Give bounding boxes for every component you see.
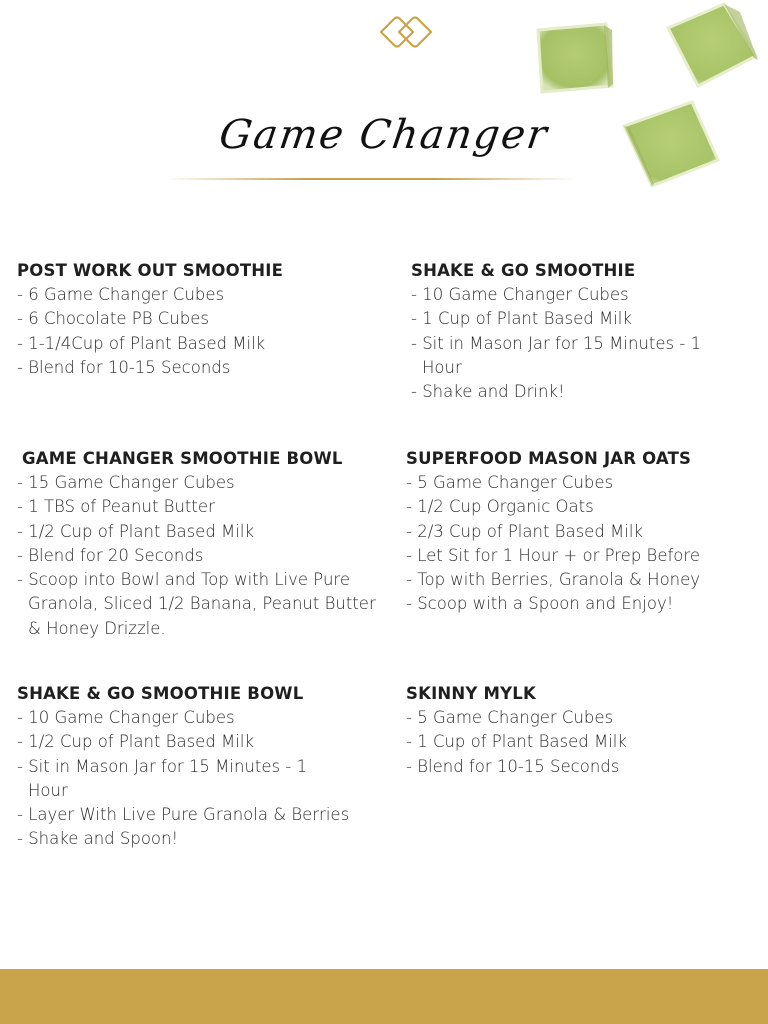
footer-bar: [0, 969, 768, 1024]
recipe-item: - 1-1/4Cup of Plant Based Milk: [17, 333, 266, 353]
recipe-heading: POST WORK OUT SMOOTHIE: [17, 261, 284, 280]
recipe-item: - 5 Game Changer Cubes: [406, 708, 614, 727]
recipe-item: - Top with Berries, Granola & Honey: [406, 570, 701, 590]
recipe-item: - Shake and Drink!: [411, 382, 565, 402]
recipe-item: - Sit in Mason Jar for 15 Minutes - 1 Hour: [411, 333, 702, 377]
page-title: Game Changer: [216, 112, 552, 158]
recipe-card: [17, 258, 387, 380]
recipe-item: - 5 Game Changer Cubes: [406, 473, 614, 492]
recipe-card: [406, 681, 746, 779]
recipe-card: [411, 258, 736, 404]
recipe-heading: SHAKE & GO SMOOTHIE: [411, 261, 636, 280]
recipe-item: - 1 Cup of Plant Based Milk: [406, 732, 627, 752]
recipe-item: - 6 Game Changer Cubes: [17, 285, 225, 304]
recipe-item: - 6 Chocolate PB Cubes: [17, 309, 209, 329]
recipe-item: - Sit in Mason Jar for 15 Minutes - 1 Hour: [17, 756, 308, 800]
recipe-item: - 1/2 Cup of Plant Based Milk: [17, 521, 255, 541]
recipe-item: - 10 Game Changer Cubes: [17, 708, 235, 727]
recipe-heading: SUPERFOOD MASON JAR OATS: [406, 449, 692, 468]
recipe-item: - Shake and Spoon!: [17, 829, 179, 849]
recipe-heading: SHAKE & GO SMOOTHIE BOWL: [17, 684, 304, 703]
recipe-item: - Scoop into Bowl and Top with Live Pure Granola, Sliced 1/2 Banana, Peanut Butter & Honey Drizzle.: [17, 570, 376, 638]
recipe-card: [17, 681, 372, 852]
recipe-item: - 1 TBS of Peanut Butter: [17, 497, 215, 517]
recipe-item: - Scoop with a Spoon and Enjoy!: [406, 594, 674, 614]
recipe-item: - 2/3 Cup of Plant Based Milk: [406, 521, 644, 541]
recipe-item: - Let Sit for 1 Hour + or Prep Before: [406, 545, 700, 565]
title-divider: [165, 178, 575, 180]
brand-logo-icon: [378, 14, 434, 54]
recipe-item: - 1/2 Cup Organic Oats: [406, 497, 594, 517]
recipe-item: - Blend for 10-15 Seconds: [17, 357, 231, 377]
recipe-item: - Blend for 20 Seconds: [17, 545, 204, 565]
green-cube-image: [664, 2, 760, 88]
recipe-card: [406, 446, 751, 617]
recipe-heading: SKINNY MYLK: [406, 684, 536, 703]
recipe-item: - 1 Cup of Plant Based Milk: [411, 309, 632, 329]
recipe-item: - Blend for 10-15 Seconds: [406, 756, 620, 776]
recipe-item: - 10 Game Changer Cubes: [411, 285, 629, 304]
recipe-item: - 1/2 Cup of Plant Based Milk: [17, 732, 255, 752]
recipe-item: - Layer With Live Pure Granola & Berries: [17, 805, 350, 825]
recipe-heading: GAME CHANGER SMOOTHIE BOWL: [22, 449, 343, 468]
recipe-item: - 15 Game Changer Cubes: [17, 473, 235, 492]
green-cube-image: [534, 22, 614, 94]
recipe-card: [17, 446, 389, 641]
